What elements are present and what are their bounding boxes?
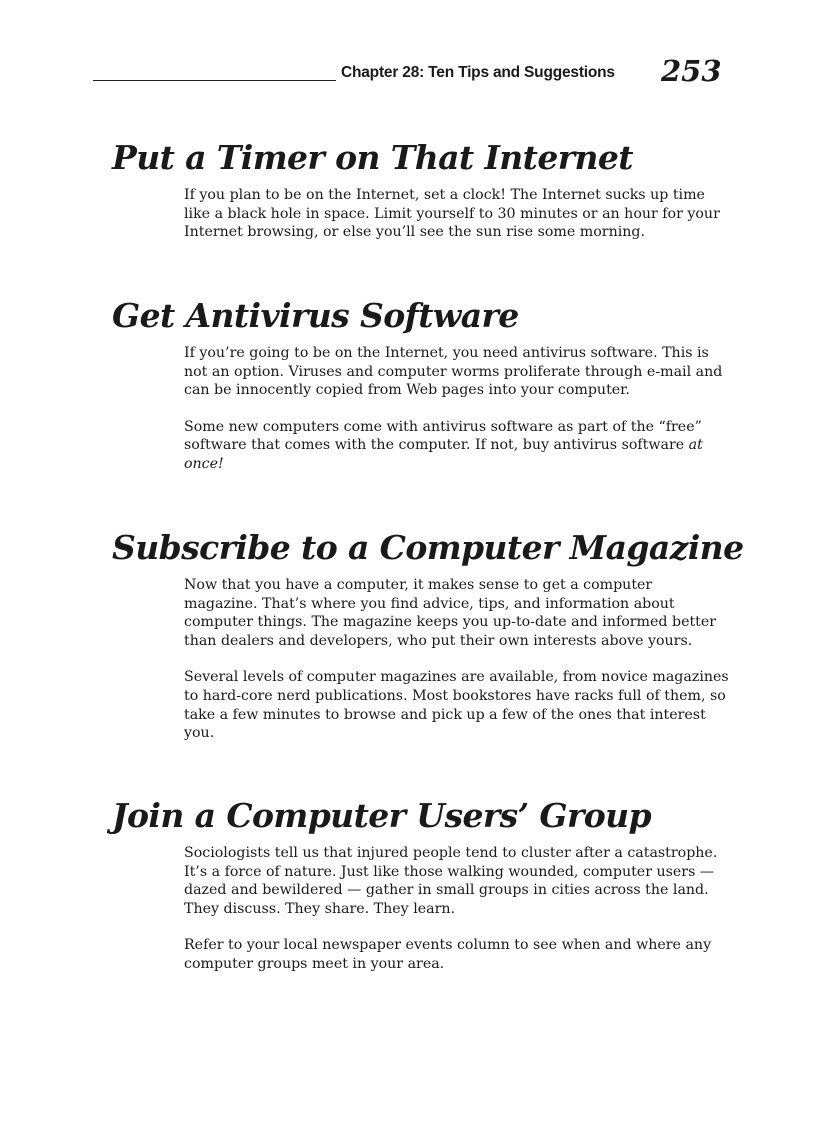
section-body — [184, 844, 729, 974]
paragraph: Now that you have a computer, it makes sense to get a computer magazine. That’s where you find advice, tips, and information about computer things. The magazine keeps you up-to-date and informed better than dealers and developers, who put their own interests above yours. — [184, 577, 717, 649]
section-heading: Subscribe to a Computer Magazine — [112, 528, 744, 567]
paragraph — [184, 418, 729, 474]
paragraph-text: Some new computers come with antivirus software as part of the “free” software that comes with the computer. If not, buy antivirus software — [184, 418, 702, 454]
emphasis-text: at once! — [184, 437, 703, 472]
section-heading: Get Antivirus Software — [112, 296, 519, 335]
section-antivirus — [112, 296, 732, 492]
paragraph: If you’re going to be on the Internet, you need antivirus software. This is not an option. Viruses and computer worms proliferate through e-mail and can be innocently copied from Web pages into your computer. — [184, 345, 723, 399]
paragraph: If you plan to be on the Internet, set a clock! The Internet sucks up time like a black hole in space. Limit yourself to 30 minutes or an hour for your Internet browsing, or else you’ll see the sun rise some morning. — [184, 187, 720, 241]
page-number: 253 — [661, 54, 722, 88]
section-magazine — [112, 528, 744, 761]
header-rule — [93, 80, 336, 81]
section-body — [184, 186, 729, 242]
chapter-title: Chapter 28: Ten Tips and Suggestions — [341, 64, 615, 81]
section-heading: Join a Computer Users’ Group — [112, 796, 652, 835]
running-head — [93, 56, 723, 96]
paragraph: Several levels of computer magazines are available, from novice magazines to hard-core nerd publications. Most bookstores have racks full of them, so take a few minutes to browse and pick up a few of the ones that interest you. — [184, 669, 729, 742]
section-users-group — [112, 796, 732, 992]
paragraph: Refer to your local newspaper events column to see when and where any computer groups meet in your area. — [184, 937, 712, 972]
section-body — [184, 344, 729, 474]
paragraph: Sociologists tell us that injured people tend to cluster after a catastrophe. It’s a force of nature. Just like those walking wounded, computer users — dazed and bewildered — gather in small groups in cities across the land. They discuss. They share. They learn. — [184, 845, 718, 917]
section-body — [184, 576, 729, 743]
section-heading: Put a Timer on That Internet — [112, 138, 633, 177]
section-timer — [112, 138, 732, 260]
